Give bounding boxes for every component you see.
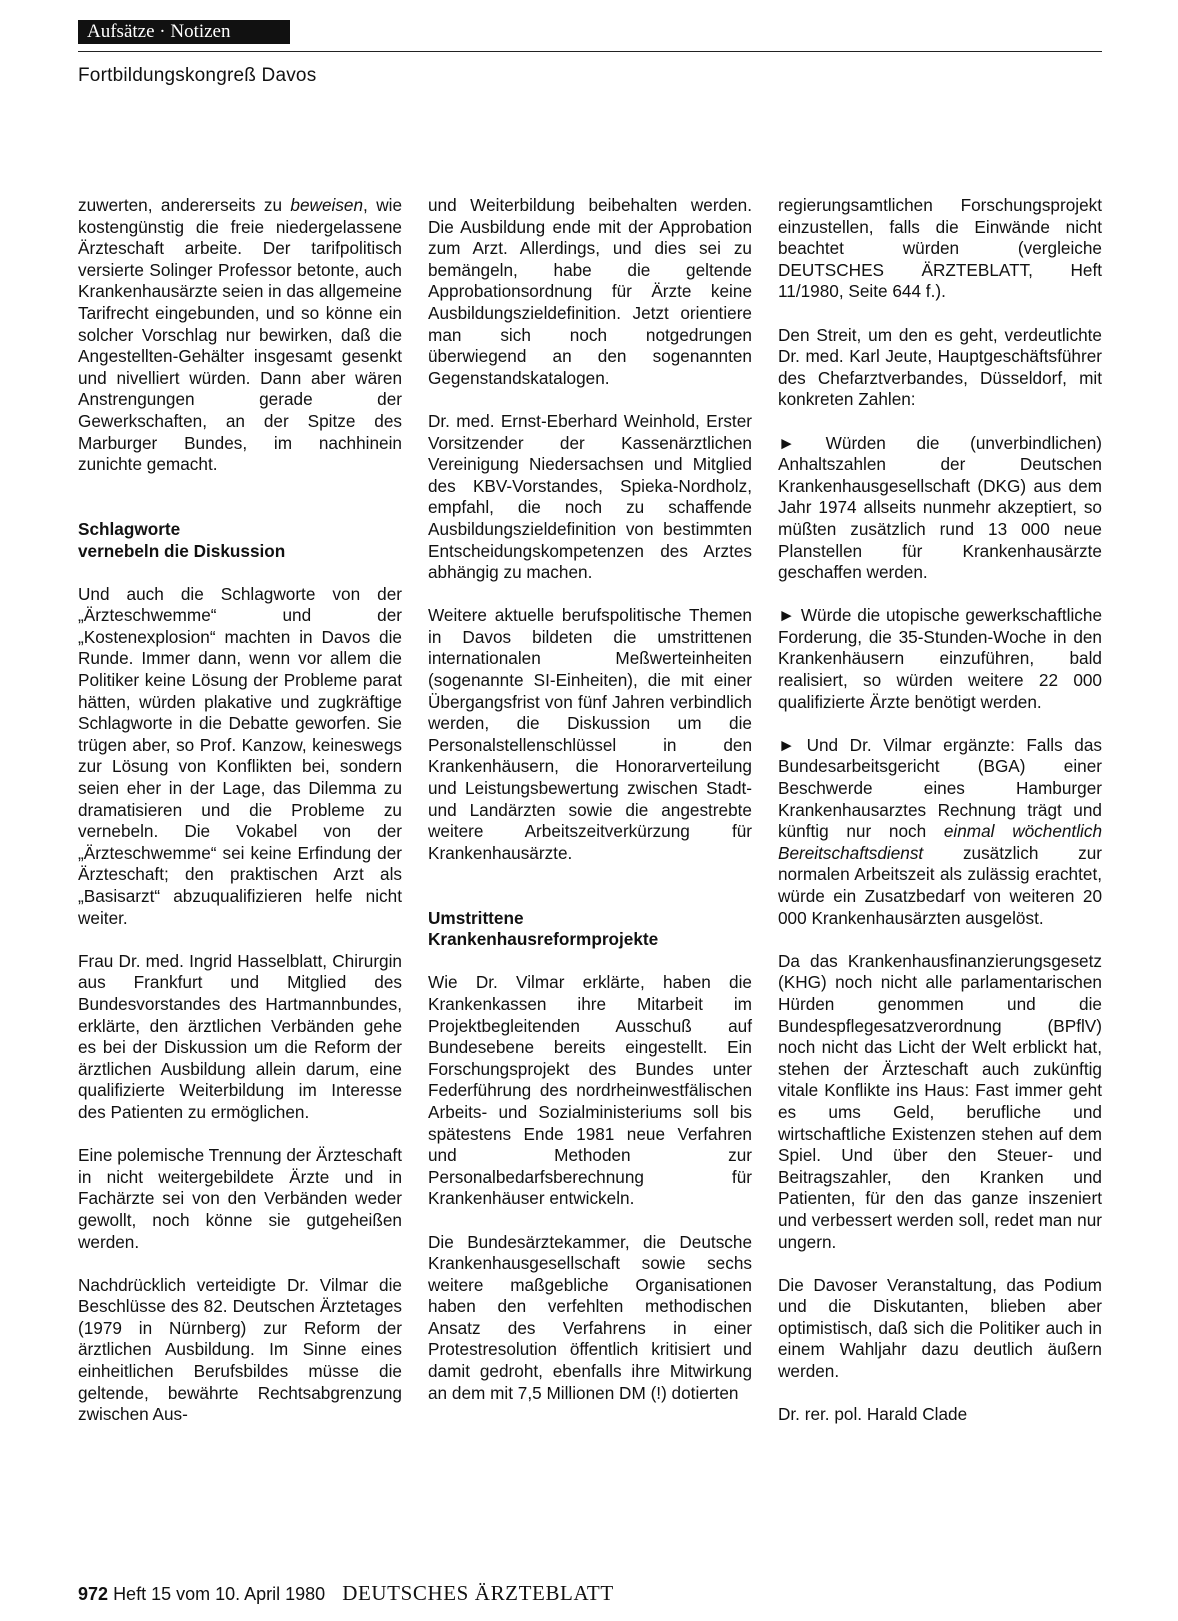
body-paragraph: und Weiterbildung beibehalten werden. Die Ausbildung ende mit der Approbation zum Arzt. Allerdings, und dies sei zu bemängeln, habe die geltende Approbationsordnung für Ärzte keine Ausbildungszieldefinition. Jetzt orientiere man sich noch notgedrungen überwiegend an den sogenannten Gegenstandskatalogen.	[428, 195, 752, 388]
author-signature: Dr. rer. pol. Harald Clade	[778, 1404, 968, 1425]
body-paragraph: zuwerten, andererseits zu beweisen, wie kostengünstig die freie niedergelassene Ärzteschaft arbeite. Der tarifpolitisch versierte Solinger Professor betonte, auch Krankenhausärzte seien in das allgemeine Tarifrecht eingebunden, und so könne ein solcher Vorschlag nur bewirken, daß die Angestellten-Gehälter insgesamt gesenkt und nivelliert würden. Dann aber wären Anstrengungen gerade der Gewerkschaften, an der Spitze des Marburger Bundes, im nachhinein zunichte gemacht.	[78, 195, 403, 475]
body-paragraph: Eine polemische Trennung der Ärzteschaft in nicht weitergebildete Ärzte und in Fachärzte sei von den Verbänden weder gewollt, noch könne sie gutgeheißen werden.	[78, 1145, 402, 1252]
issue-info: Heft 15 vom 10. April 1980	[113, 1584, 326, 1604]
body-paragraph: Die Davoser Veranstaltung, das Podium und die Diskutanten, blieben aber optimistisch, daß sich die Politiker auch in einem Wahljahr dazu deutlich äußern werden.	[778, 1274, 1102, 1382]
section-label-bar	[78, 20, 290, 44]
body-paragraph: Wie Dr. Vilmar erklärte, haben die Krankenkassen ihre Mitarbeit im Projektbegleitenden Ausschuß auf Bundesebene bereits eingestellt. Ein Forschungsprojekt des Bundes unter Federführung des nordrheinwestfälischen Arbeits- und Sozialministeriums soll bis spätestens Ende 1981 neue Verfahren und Methoden zur Personalbedarfsberechnung für Krankenhäuser entwickeln.	[428, 972, 752, 1209]
section-heading: Schlagworte vernebeln die Diskussion	[78, 518, 286, 561]
body-paragraph: Weitere aktuelle berufspolitische Themen in Davos bildeten die umstrittenen internationalen Meßwerteinheiten (sogenannte SI-Einheiten), die mit einer Übergangsfrist von fünf Jahren verbindlich werden, die Diskussion um die Personalstellenschlüssel in den Krankenhäusern, die Honorarverteilung und Leistungsbewertung zwischen Stadt- und Landärzten sowie die angestrebte weitere Arbeitszeitverkürzung für Krankenhausärzte.	[428, 605, 752, 863]
header-rule	[78, 51, 1102, 52]
body-paragraph: ► Und Dr. Vilmar ergänzte: Falls das Bundesarbeitsgericht (BGA) einer Beschwerde eines Hamburger Krankenhausarztes Rechnung trägt und künftig nur noch einmal wöchentlich Bereitschaftsdienst zusätzlich zur normalen Arbeitszeit als zulässig erachtet, würde ein Zusatzbedarf von weiteren 20 000 Krankenhausärzten ausgelöst.	[778, 734, 1102, 928]
page-number: 972	[78, 1584, 109, 1604]
section-label: Aufsätze · Notizen	[87, 21, 231, 42]
body-paragraph: ► Würde die utopische gewerkschaftliche Forderung, die 35-Stunden-Woche in den Krankenhäusern einzuführen, bald realisiert, so würden weitere 22 000 qualifizierte Ärzte benötigt werden.	[778, 605, 1102, 712]
journal-masthead: DEUTSCHES ÄRZTEBLATT	[342, 1581, 614, 1605]
article-header: Fortbildungskongreß Davos	[78, 65, 317, 86]
body-paragraph: Die Bundesärztekammer, die Deutsche Krankenhausgesellschaft sowie sechs weitere maßgebliche Organisationen haben den verfehlten methodischen Ansatz des Verfahrens in einer Protestresolution öffentlich kritisiert und damit gedroht, ebenfalls ihre Mitwirkung an dem mit 7,5 Millionen DM (!) dotierten	[428, 1231, 752, 1403]
body-paragraph: Frau Dr. med. Ingrid Hasselblatt, Chirurgin aus Frankfurt und Mitglied des Bundesvorstandes des Hartmannbundes, erklärte, den ärztlichen Verbänden gehe es bei der Diskussion um die Reform der ärztlichen Ausbildung allein darum, eine qualifizierte Weiterbildung im Interesse des Patienten zu ermöglichen.	[78, 950, 402, 1122]
body-paragraph: Da das Krankenhausfinanzierungsgesetz (KHG) noch nicht alle parlamentarischen Hürden genommen und die Bundespflegesatzverordnung (BPflV) noch nicht das Licht der Welt erblickt hat, stehen der Ärzteschaft auch zukünftig vitale Konflikte ins Haus: Fast immer geht es ums Geld, berufliche und wirtschaftliche Existenzen stehen auf dem Spiel. Und über den Steuer- und Beitragszahler, den Kranken und Patienten, für den das ganze inszeniert und verbessert werden soll, redet man nur ungern.	[778, 950, 1102, 1252]
body-paragraph: Den Streit, um den es geht, verdeutlichte Dr. med. Karl Jeute, Hauptgeschäftsführer des Chefarztverbandes, Düsseldorf, mit konkreten Zahlen:	[778, 324, 1102, 410]
body-paragraph: Nachdrücklich verteidigte Dr. Vilmar die Beschlüsse des 82. Deutschen Ärztetages (1979 in Nürnberg) zur Reform der ärztlichen Ausbildung. Im Sinne eines einheitlichen Berufsbildes müsse die geltende, bewährte Rechtsabgrenzung zwischen Aus-	[78, 1274, 402, 1425]
body-paragraph: Und auch die Schlagworte von der „Ärzteschwemme“ und der „Kostenexplosion“ machten in Davos die Runde. Immer dann, wenn vor allem die Politiker keine Lösung der Probleme parat hätten, würden plakative und zugkräftige Schlagworte in die Debatte geworfen. Sie trügen aber, so Prof. Kanzow, keineswegs zur Lösung von Konflikten bei, sondern seien eher in der Lage, das Dilemma zu dramatisieren und die Probleme zu vernebeln. Die Vokabel von der „Ärzteschwemme“ sei keine Erfindung der Ärzteschaft; den praktischen Arzt als „Basisarzt“ abzuqualifizieren helfe nicht weiter.	[78, 583, 402, 928]
page-footer	[78, 1582, 614, 1605]
text-column-3	[778, 195, 1102, 1447]
body-paragraph: ► Würden die (unverbindlichen) Anhaltszahlen der Deutschen Krankenhausgesellschaft (DKG) aus dem Jahr 1974 allseits nunmehr akzeptiert, so müßten zusätzlich rund 13 000 neue Planstellen für Krankenhausärzte geschaffen werden.	[778, 432, 1102, 583]
body-paragraph: regierungsamtlichen Forschungsprojekt einzustellen, falls die Einwände nicht beachtet würden (vergleiche DEUTSCHES ÄRZTEBLATT, Heft 11/1980, Seite 644 f.).	[778, 195, 1102, 302]
text-column-1	[78, 195, 402, 1447]
section-heading: Umstrittene Krankenhausreformprojekte	[428, 907, 659, 950]
body-paragraph: Dr. med. Ernst-Eberhard Weinhold, Erster Vorsitzender der Kassenärztlichen Vereinigung Niedersachsen und Mitglied des KBV-Vorstandes, Spieka-Nordholz, empfahl, die noch zu schaffende Ausbildungszieldefinition von bestimmten Entscheidungskompetenzen des Arztes abhängig zu machen.	[428, 410, 752, 583]
text-column-2	[428, 195, 752, 1426]
